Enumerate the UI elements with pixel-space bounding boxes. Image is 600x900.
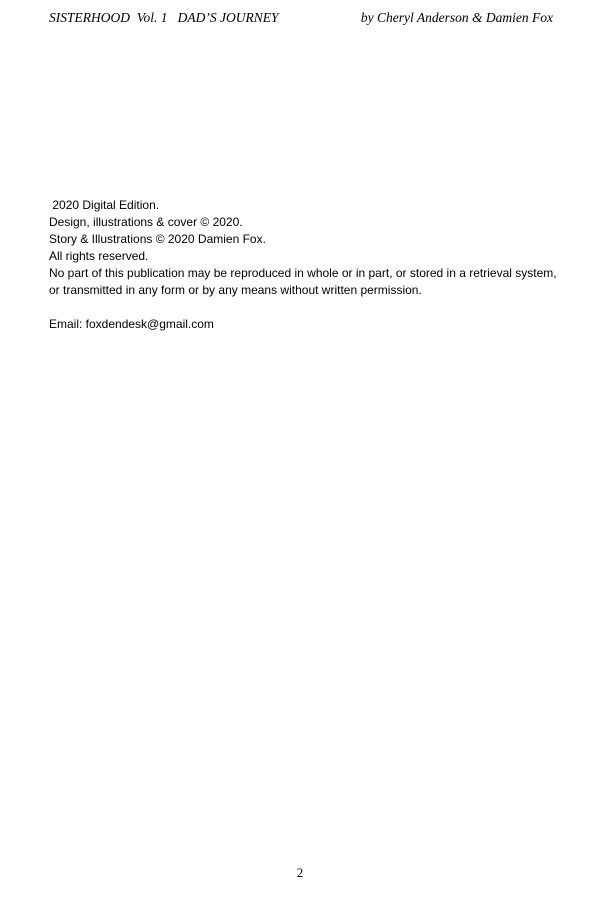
- running-header: [49, 9, 553, 27]
- edition-line: 2020 Digital Edition.: [49, 198, 160, 212]
- copyright-block: [49, 197, 559, 333]
- page-number: 2: [296, 865, 304, 880]
- design-copyright-line: Design, illustrations & cover © 2020.: [49, 215, 243, 229]
- story-copyright-line: Story & Illustrations © 2020 Damien Fox.: [49, 232, 266, 246]
- contact-email: Email: foxdendesk@gmail.com: [49, 317, 214, 331]
- header-authors: by Cheryl Anderson & Damien Fox: [360, 10, 553, 25]
- header-book-title: SISTERHOOD Vol. 1 DAD’S JOURNEY: [49, 10, 279, 25]
- rights-reserved-line: All rights reserved.: [49, 249, 149, 263]
- paragraph-spacer: [49, 299, 559, 316]
- reproduction-notice: No part of this publication may be reproduced in whole or in part, or stored in a retrieval system, or transmitted in any form or by any means without written permission.: [49, 266, 560, 297]
